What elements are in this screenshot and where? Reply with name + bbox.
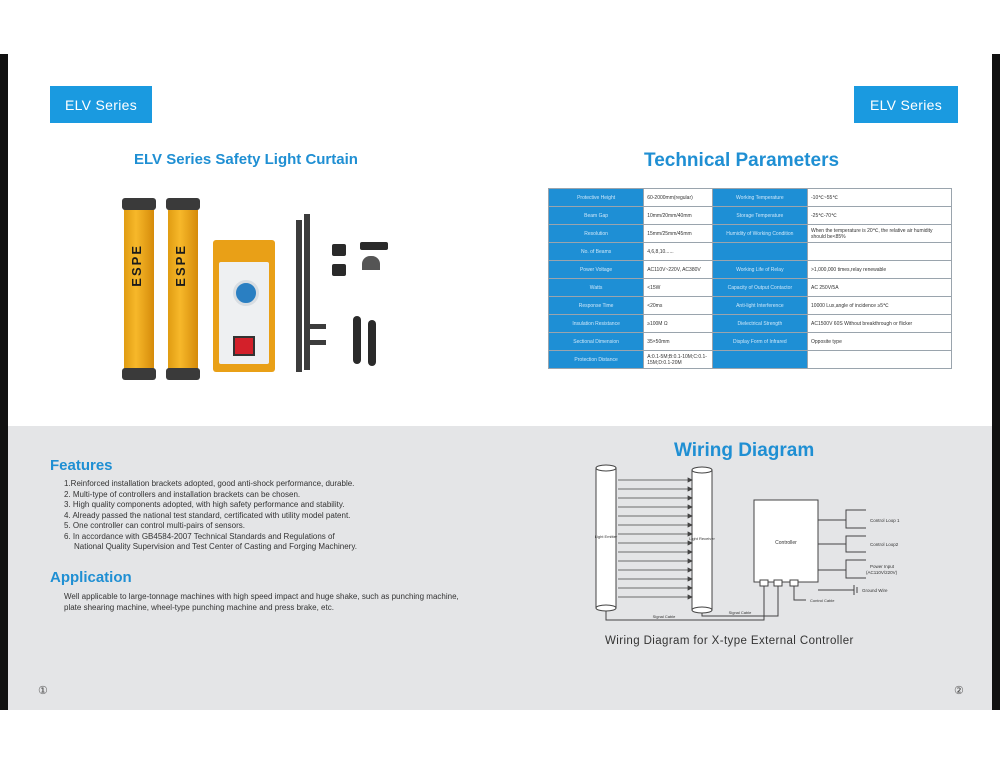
clip-icon <box>332 244 346 256</box>
control-loop-1-label: Control Loop 1 <box>870 518 900 523</box>
features-title: Features <box>50 457 113 474</box>
tech-row <box>549 333 952 351</box>
beam-arrow-icon <box>688 505 692 509</box>
cable-icon <box>353 316 361 364</box>
signal-cable-label-2: Signal Cable <box>728 610 752 615</box>
tech-param-name: Anti-light Interference <box>712 297 807 315</box>
beam-arrow-icon <box>688 496 692 500</box>
signal-cable-label-1: Signal Cable <box>652 614 676 619</box>
series-badge-right: ELV Series <box>854 86 958 123</box>
beam-arrow-icon <box>688 541 692 545</box>
series-badge-left: ELV Series <box>50 86 152 123</box>
tech-param-name: Storage Temperature <box>712 207 807 225</box>
tech-param-name: Working Life of Relay <box>712 261 807 279</box>
tech-param-value: When the temperature is 20℃, the relative air humidity should be<85% <box>808 225 952 243</box>
technical-parameters-title: Technical Parameters <box>644 150 840 171</box>
tech-row <box>549 297 952 315</box>
tech-param-name: Protective Height <box>549 189 644 207</box>
tech-param-value: AC110V~220V, AC380V <box>644 261 713 279</box>
page-number-right: ② <box>954 685 964 697</box>
page-number-left: ① <box>38 685 48 697</box>
beam-arrow-icon <box>688 586 692 590</box>
tech-param-value: -25℃-70℃ <box>808 207 952 225</box>
tech-param-value: AC 250V/5A <box>808 279 952 297</box>
tech-row <box>549 243 952 261</box>
tech-param-value <box>808 351 952 369</box>
feature-item: 6. In accordance with GB4584-2007 Technical Standards and Regulations of <box>64 531 335 541</box>
light-curtain-bar-1 <box>124 204 154 374</box>
feature-item: 2. Multi-type of controllers and installation brackets can be chosen. <box>64 489 301 499</box>
beam-arrow-icon <box>688 487 692 491</box>
light-emitter-label: Light Emitter <box>594 534 618 539</box>
application-title: Application <box>50 569 132 586</box>
tech-row <box>549 351 952 369</box>
beam-arrow-icon <box>688 478 692 482</box>
wiring-diagram-caption: Wiring Diagram for X-type External Controller <box>605 635 854 647</box>
control-cable-label: Control Cable <box>810 598 835 603</box>
tech-row <box>549 261 952 279</box>
tech-param-value: ≥100M Ω <box>644 315 713 333</box>
tech-row <box>549 189 952 207</box>
product-logo: ESPE <box>129 244 144 287</box>
light-receiver-label: Light Receiver <box>689 536 715 541</box>
tech-param-name: Response Time <box>549 297 644 315</box>
tech-param-name: Protection Distance <box>549 351 644 369</box>
tech-param-name: Power Voltage <box>549 261 644 279</box>
tech-param-value: 10mm/20mm/40mm <box>644 207 713 225</box>
tech-param-name: Resolution <box>549 225 644 243</box>
ground-wire-label: Ground Wire <box>862 588 888 593</box>
product-title: ELV Series Safety Light Curtain <box>134 151 358 168</box>
feature-item: 1.Reinforced installation brackets adopted, good anti-shock performance, durable. <box>64 479 355 488</box>
light-curtain-bar-2 <box>168 204 198 374</box>
tech-row <box>549 225 952 243</box>
power-input-label: Power Input <box>870 564 895 569</box>
tech-param-value: <15W <box>644 279 713 297</box>
beam-arrow-icon <box>688 559 692 563</box>
feature-item: 5. One controller can control multi-pairs of sensors. <box>64 521 245 530</box>
product-logo: ESPE <box>173 244 188 287</box>
feature-item: 4. Already passed the national test standard, certificated with utility model patent. <box>64 510 351 520</box>
tech-param-value: 60-2000mm(regular) <box>644 189 713 207</box>
tech-param-value: 15mm/25mm/45mm <box>644 225 713 243</box>
tech-param-name <box>712 243 807 261</box>
beam-arrow-icon <box>688 568 692 572</box>
tech-param-name: Humidity of Working Condition <box>712 225 807 243</box>
tech-param-name: Working Temperature <box>712 189 807 207</box>
tech-param-name: Capacity of Output Contactor <box>712 279 807 297</box>
tech-row <box>549 207 952 225</box>
tech-param-name: Watts <box>549 279 644 297</box>
tech-row <box>549 315 952 333</box>
tech-param-name: No. of Beams <box>549 243 644 261</box>
mounting-bracket-icon <box>296 220 302 372</box>
feature-item: 3. High quality components adopted, with high safety performance and stability. <box>64 500 345 509</box>
tech-param-value: >1,000,000 times,relay renewable <box>808 261 952 279</box>
tech-param-name: Sectional Dimension <box>549 333 644 351</box>
tech-param-name: Insulation Resistance <box>549 315 644 333</box>
tech-param-name: Beam Gap <box>549 207 644 225</box>
tech-row <box>549 279 952 297</box>
wiring-diagram-title: Wiring Diagram <box>674 440 815 461</box>
power-switch-icon <box>233 336 255 356</box>
tech-param-value: Opposite type <box>808 333 952 351</box>
page-edge-left <box>0 54 8 710</box>
features-list <box>64 479 484 553</box>
tech-param-value: -10℃~55℃ <box>808 189 952 207</box>
tech-param-value: 10000 Lux,angle of incidence ≥5℃ <box>808 297 952 315</box>
technical-parameters-table <box>548 188 952 369</box>
tech-param-name <box>712 351 807 369</box>
beam-arrow-icon <box>688 550 692 554</box>
tech-param-value <box>808 243 952 261</box>
knob-icon <box>233 280 259 306</box>
feature-item: National Quality Supervision and Test Center of Casting and Forging Machinery. <box>74 542 357 551</box>
wiring-diagram <box>584 460 924 630</box>
beam-arrow-icon <box>688 595 692 599</box>
brochure-spread <box>8 54 992 710</box>
beam-arrow-icon <box>688 514 692 518</box>
beam-arrow-icon <box>688 523 692 527</box>
tech-param-value: 4,6,8,10...... <box>644 243 713 261</box>
tech-param-name: Dielectrical Strength <box>712 315 807 333</box>
application-text: Well applicable to large-tonnage machines with high speed impact and huge shake, such as punching machine, plate shearing machine, wheel-type punching machine and press brake, etc. <box>64 592 459 612</box>
tech-param-value: 35×50mm <box>644 333 713 351</box>
page-edge-right <box>992 54 1000 710</box>
tech-param-name: Display Form of Infrared <box>712 333 807 351</box>
power-input-sub-label: (AC110V/220V) <box>866 570 898 575</box>
light-beams <box>618 478 692 599</box>
beam-arrow-icon <box>688 577 692 581</box>
controller-label: Controller <box>775 540 797 546</box>
tech-param-value: AC1500V 60S Without breakthrough or flicker <box>808 315 952 333</box>
tech-param-value: A:0.1-5M;B:0.1-10M;C:0.1-15M;D:0.1-20M <box>644 351 713 369</box>
tech-param-value: <20ms <box>644 297 713 315</box>
control-loop-2-label: Control Loop2 <box>870 542 899 547</box>
controller-box <box>213 240 275 372</box>
